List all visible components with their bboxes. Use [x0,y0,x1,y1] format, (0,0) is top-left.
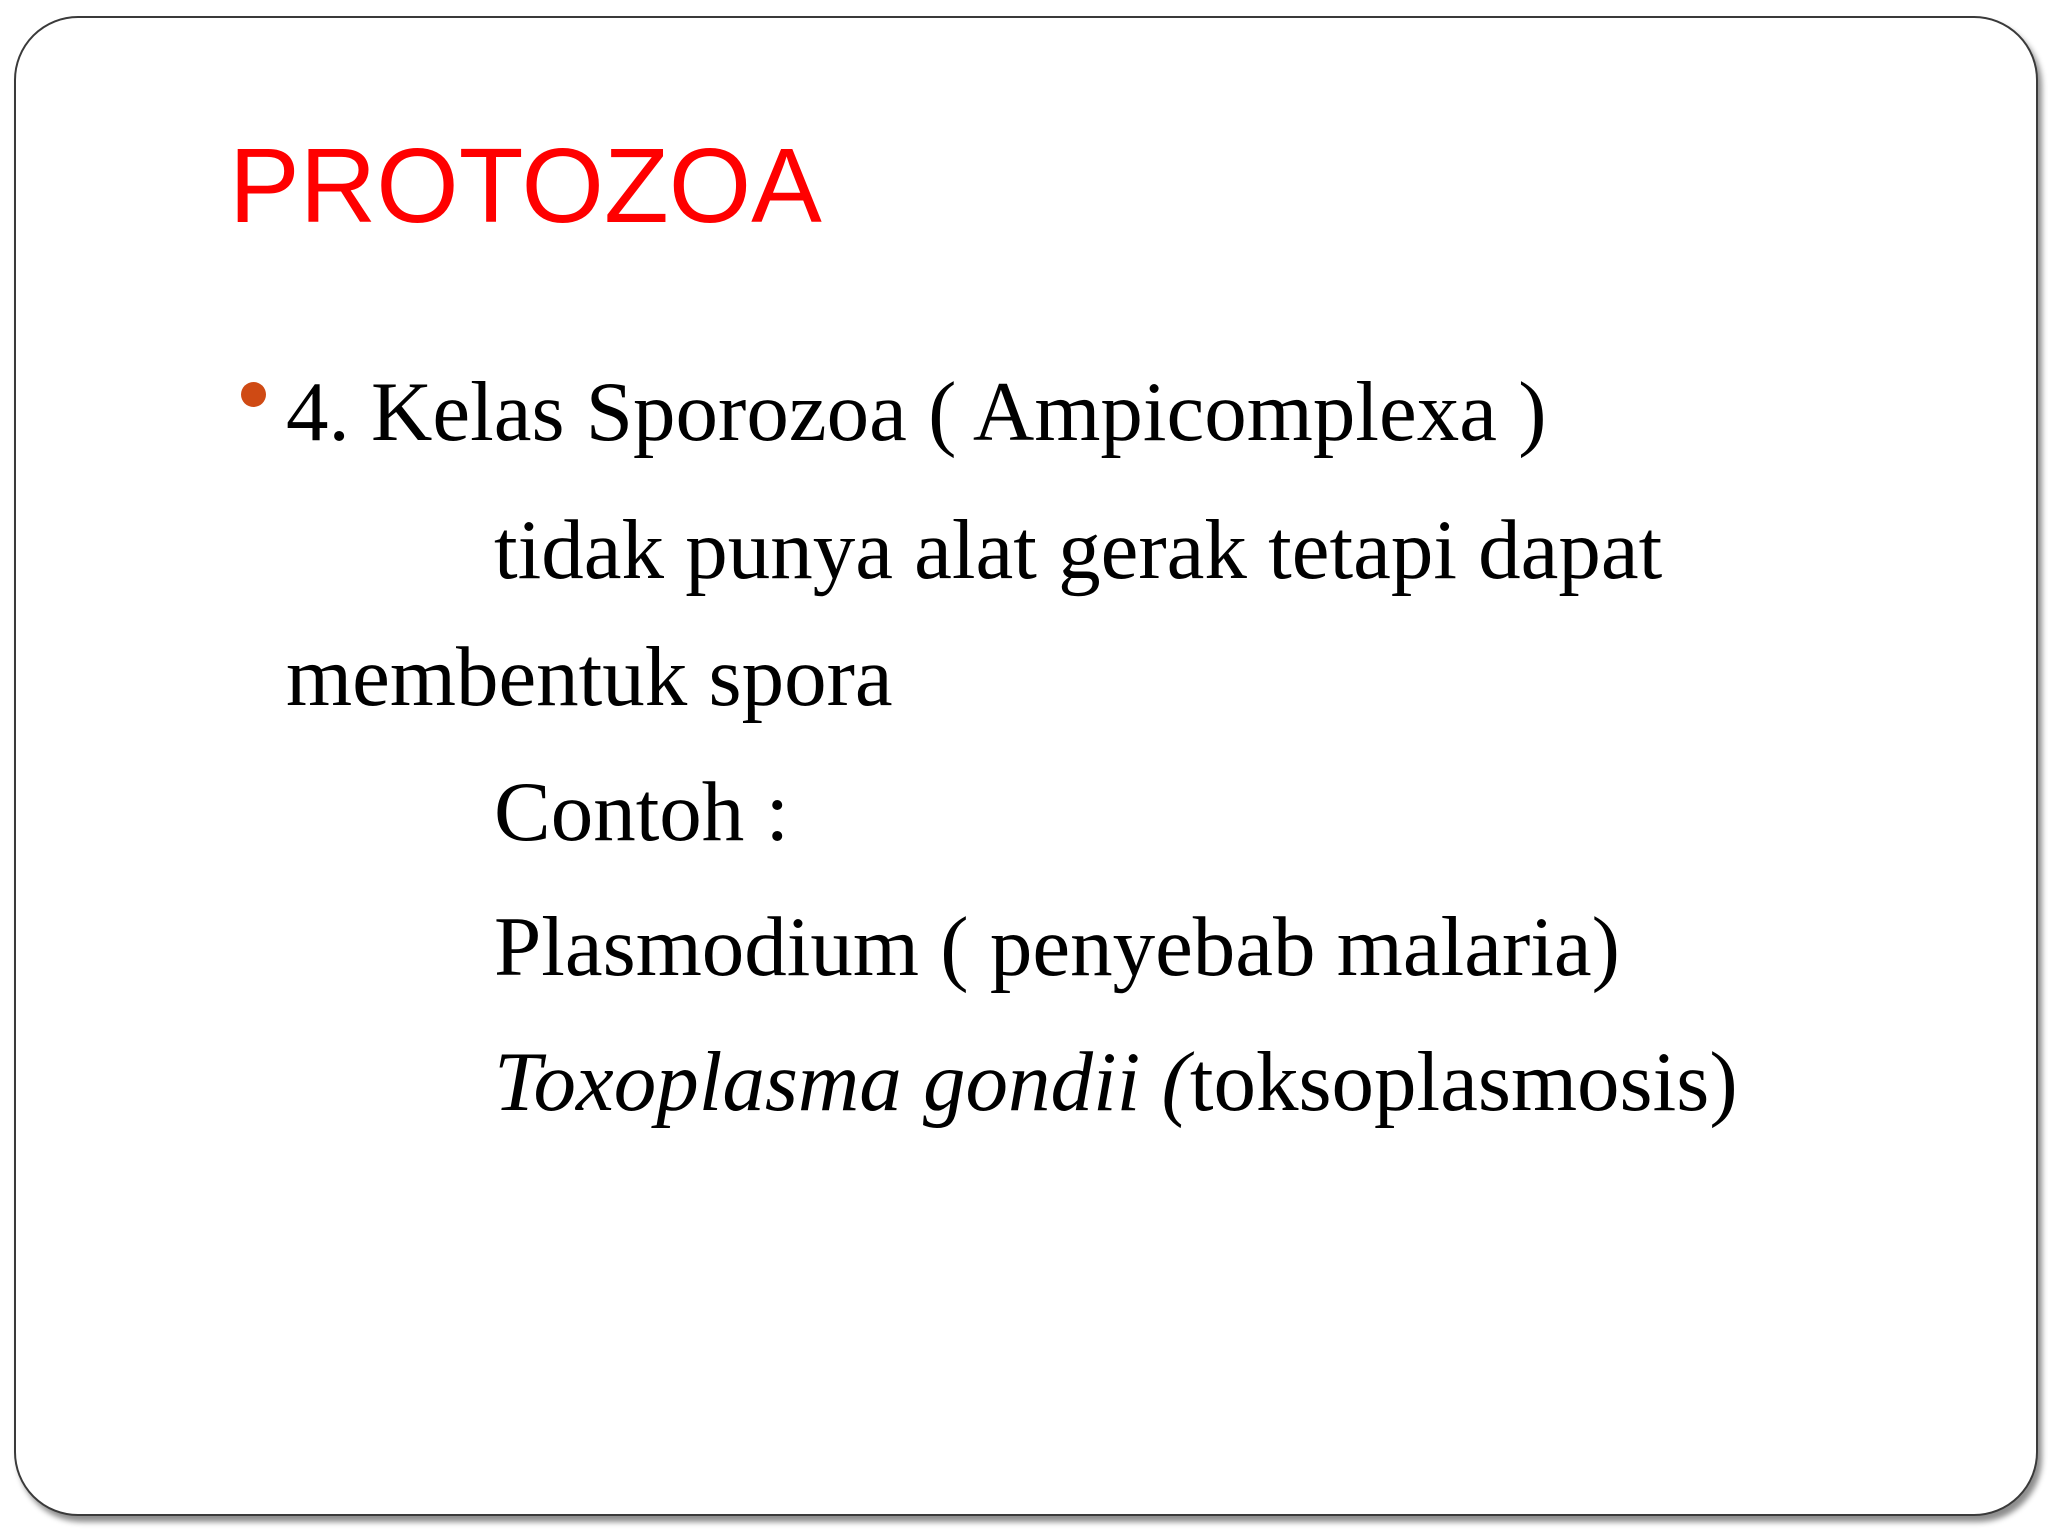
bullet-dot-icon [241,382,266,407]
bullet-heading: 4. Kelas Sporozoa ( Ampicomplexa ) [286,365,1547,459]
example-toxoplasma [494,1035,1738,1129]
slide-title: PROTOZOA [229,127,822,245]
description-line-2: membentuk spora [286,630,893,724]
disease-name: toksoplasmosis) [1189,1035,1738,1129]
description-line-1: tidak punya alat gerak tetapi dapat [494,503,1663,597]
example-plasmodium: Plasmodium ( penyebab malaria) [494,900,1620,994]
example-label: Contoh : [494,765,790,859]
species-name-italic: Toxoplasma gondii ( [494,1035,1190,1129]
